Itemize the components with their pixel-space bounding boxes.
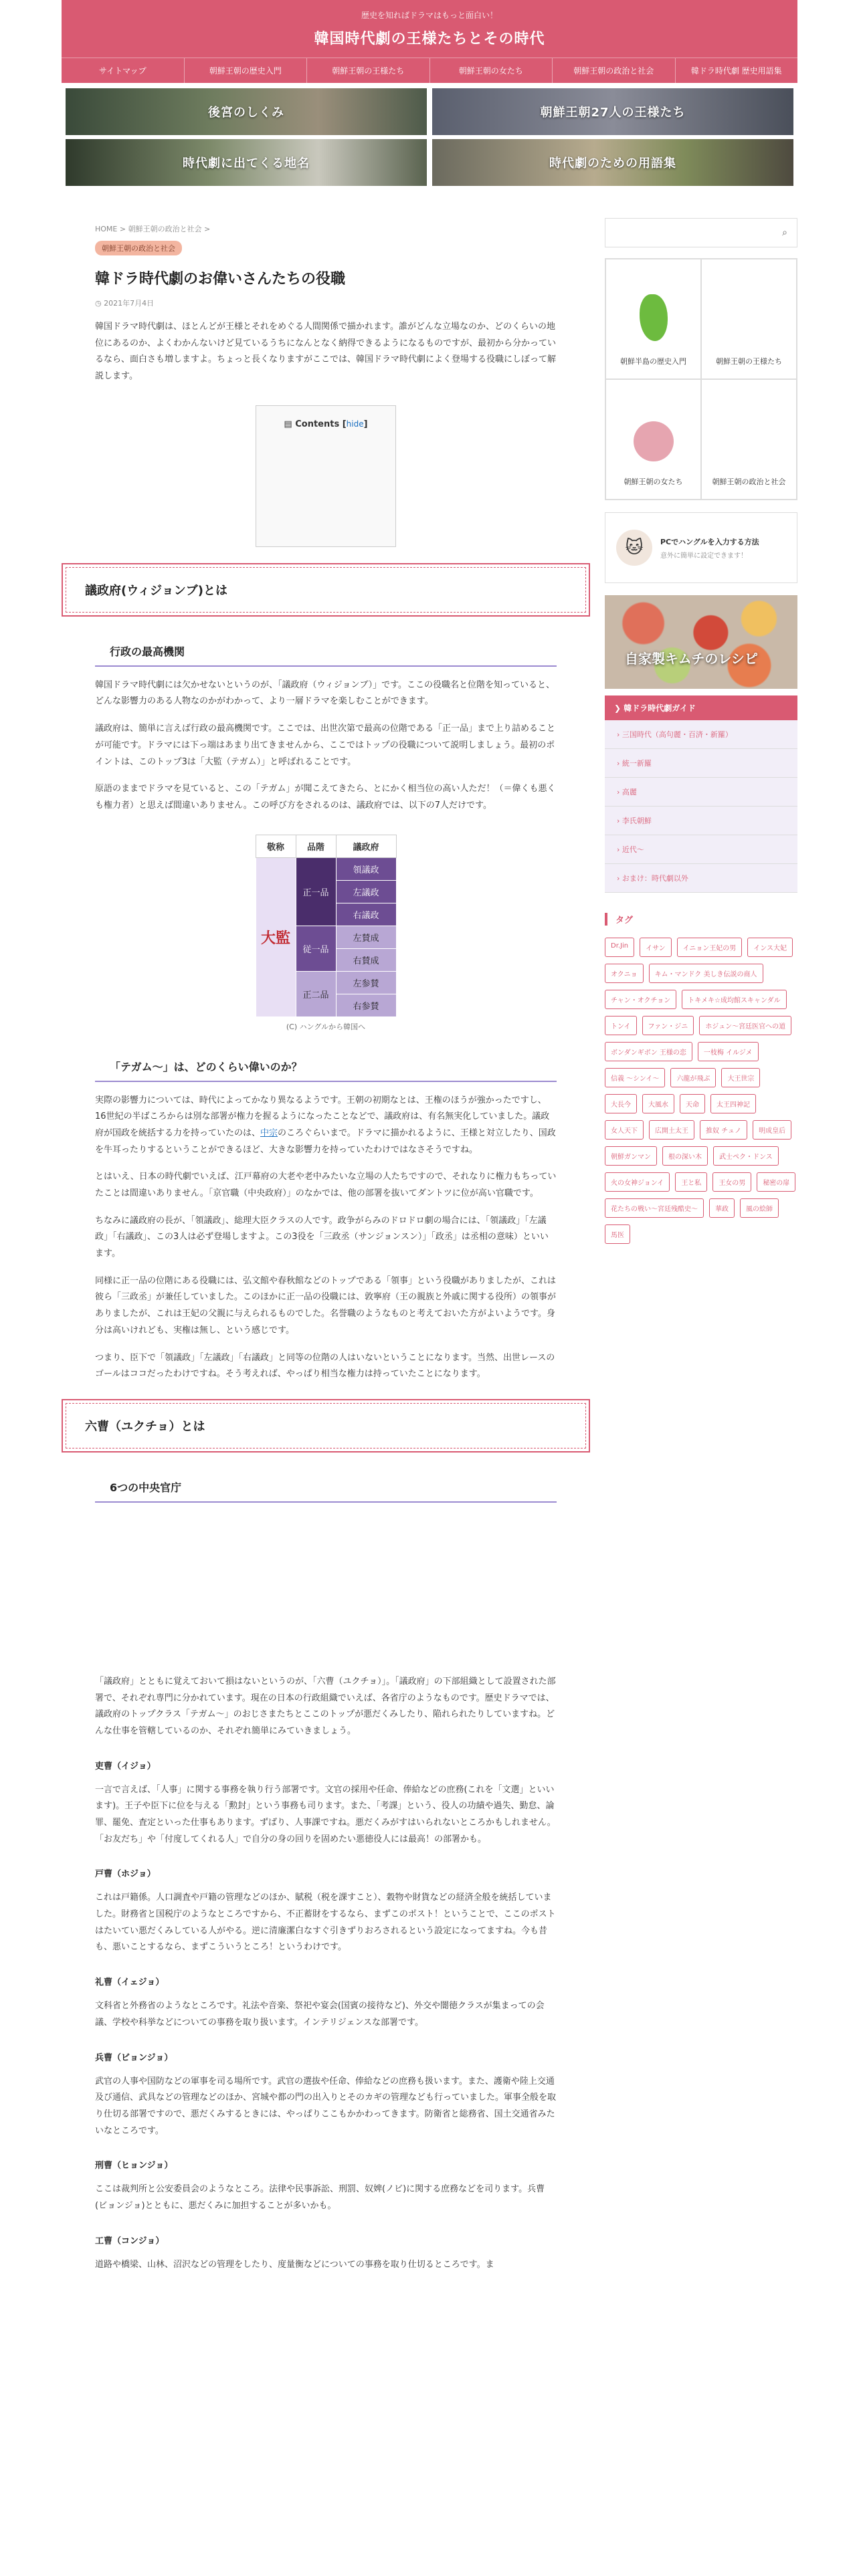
paragraph: 議政府は、簡単に言えば行政の最高機関です。ここでは、出世次第で最高の位階である「正一品」まで上り詰めることが可能です。ドラマには下っ端はあまり出てきませんから、ここではトップの役職について説明しましょう。最初のポイントは、このトップ3は「大監（テガム）」と呼ばれることです。 — [95, 724, 555, 767]
circle-arrow-icon: ❯ — [614, 704, 624, 713]
post-date — [95, 298, 557, 308]
ministry-heading: 刑曹（ヒョンジョ） — [95, 2161, 173, 2171]
hangul-input-banner[interactable] — [605, 512, 797, 583]
paragraph: つまり、臣下で「領議政」「左議政」「右議政」と同等の位階の人はいないということになります。当然、出世レースのゴールはココだったわけですね。そう考えれば、やっぱり相当な権力は持っていたことになります。 — [95, 1352, 555, 1380]
chevron-right-icon: › — [617, 845, 622, 854]
category-cards — [605, 258, 797, 500]
blank-area — [95, 1503, 557, 1663]
table-header: 議政府 — [336, 835, 396, 857]
ministry-heading: 兵曹（ビョンジョ） — [95, 2052, 173, 2063]
ministry-text: 文科省と外務省のようなところです。礼法や音楽、祭祀や宴会(国賓の接待など)、外交や闇徳クラスが集まっての会議、学校や科挙などについての事務を取り扱います。インテリジェンスな部署です。 — [95, 2001, 545, 2028]
tag-chip[interactable]: Dr.Jin — [605, 938, 634, 957]
page — [62, 0, 797, 2273]
tag-chip[interactable]: 花たちの戦い〜宮廷残酷史〜 — [605, 1198, 704, 1218]
paragraph: 同様に正一品の位階にある役職には、弘文館や春秋館などのトップである「領事」という役職がありましたが、これは彼ら「三政丞」が兼任していました。このほかに正一品の役職には、敦寧府（王の親族と外戚に関する役所）の領事がありましたが、これは王妃の父親に与えられるものでした。名誉職のようなものと考えておいた方がよいようです。身分は高いけれども、実権は無し、という感じです。 — [95, 1275, 557, 1335]
grade-cell: 正一品 — [296, 857, 336, 926]
section-heading-2 — [62, 1399, 590, 1453]
table-caption: (C) ハングルから韓国へ — [286, 1022, 366, 1031]
card-label: 朝鮮半島の歴史入門 — [620, 357, 686, 366]
tag-chip[interactable]: トキメキ☆成均館スキャンダル — [682, 990, 786, 1009]
tag-chip[interactable]: 王と私 — [675, 1172, 707, 1192]
card-politics[interactable] — [701, 379, 797, 500]
category-badge[interactable]: 朝鮮王朝の政治と社会 — [95, 241, 182, 255]
tag-chip[interactable]: 大風水 — [642, 1094, 674, 1113]
tag-chip[interactable]: イサン — [640, 938, 672, 957]
ministry-text: ここは裁判所と公安委員会のようなところ。法律や民事訴訟、刑罰、奴婢(ノビ)に関する庶務などを司ります。兵曹(ビョンジョ)とともに、悪だくみに加担することが多いかも。 — [95, 2184, 545, 2211]
paragraph-text: 実際の影響力については、時代によってかなり異なるようです。王朝の初期なとは、王権のほうが強かったですし、16世紀の半ばころからは別な部署が権力を握るようになったことなどで、議政府は、有名無実化していました。議政府が国政を統括する力を持っていたのは、 — [95, 1095, 550, 1138]
post-cell: 領議政 — [336, 857, 396, 880]
hanbok-woman-icon — [634, 421, 674, 461]
guide-item-label: 三国時代（高句麗・百済・新羅） — [622, 730, 733, 739]
section-heading-1 — [62, 563, 590, 617]
tag-chip[interactable]: 六龍が飛ぶ — [670, 1068, 716, 1087]
honorific-cell: 大監 — [256, 857, 296, 1016]
guide-item[interactable] — [605, 749, 797, 778]
toc-label: Contents — [295, 419, 340, 429]
tag-heading: タグ — [605, 913, 797, 926]
table-header: 敬称 — [256, 835, 296, 857]
ministry-text: 武官の人事や国防などの軍事を司る場所です。武官の選抜や任命、俸給などの庶務も扱います。また、護衛や陸上交通及び通信、武具などの管理などのほか、宮城や都の門の出入りとそのカギの管理なども行っていました。軍事全般を取り仕切る部署ですので、悪だくみするときには、やっぱりここもかかわってきます。防衛省と総務省、国土交通省みたいなところです。 — [95, 2076, 557, 2136]
sidebar — [605, 218, 797, 2273]
korea-map-icon — [640, 294, 668, 341]
ministry-heading: 吏曹（イジョ） — [95, 1761, 156, 1772]
nav-item[interactable]: 朝鮮王朝の政治と社会 — [553, 58, 676, 83]
tag-chip[interactable]: 女人天下 — [605, 1120, 644, 1140]
guide-item[interactable] — [605, 835, 797, 864]
tag-chip[interactable]: 広開土太王 — [649, 1120, 694, 1140]
guide-item-label: 李氏朝鮮 — [622, 817, 652, 825]
intro-text: 韓国ドラマ時代劇は、ほとんどが王様とそれをめぐる人間関係で描かれます。誰がどんな立場なのか、どのくらいの地位にあるのか、よくわかんないけど見ているうちになんとなく納得できるようになるものですが、最初から分かっているなら、面白さも増しますよ。ちょっと長くなりますがここでは、韓国ドラマ時代劇によく登場する役職にしぼって解説します。 — [95, 322, 557, 382]
tag-chip[interactable]: 明成皇后 — [753, 1120, 791, 1140]
guide-item-label: 近代〜 — [622, 845, 644, 854]
guide-item[interactable] — [605, 720, 797, 749]
pc-title: PCでハングルを入力する方法 — [660, 537, 759, 546]
chevron-right-icon: › — [617, 759, 622, 768]
tag-chip[interactable]: 馬医 — [605, 1224, 630, 1244]
post-cell: 右賛成 — [336, 948, 396, 971]
ministry-text: 一言で言えば、「人事」に関する事務を執り行う部署です。文官の採用や任命、俸給などの庶務(これを「文選」といいます)。王子や臣下に位を与える「勲封」という事務も司ります。また、「考課」という、役人の功績や過失、勤怠、論罪、罷免、査定といった仕事もあります。ずばり、人事課ですね。悪だくみがすはいられないところかもしれません。「お友だち」や「付度してくれる人」で自分の身の回りを固めたい悪徳役人には最高！の部署かも。 — [95, 1784, 556, 1844]
paragraph: 「議政府」とともに覚えておいて損はないというのが、「六曹（ユクチョ）」。「議政府」の下部組織として設置された部署で、それぞれ専門に分かれています。現在の日本の行政組織でいえば、各省庁のようなものです。歴史ドラマでは、議政府のトップクラス「テガム～」のおじさまたちとここのトップが悪だくみしたり、陥れられたりしていますね。どんな仕事を管轄しているのか、それぞれ簡単にみていきましょう。 — [95, 1676, 556, 1736]
chevron-right-icon: › — [617, 730, 622, 739]
tag-chip[interactable]: オクニョ — [605, 964, 644, 983]
site-tagline: 歴史を知ればドラマはもっと面白い！ — [361, 11, 498, 20]
tag-chip[interactable]: 大王世宗 — [721, 1068, 760, 1087]
guide-item[interactable] — [605, 864, 797, 893]
document-icon: ▤ — [284, 419, 296, 429]
tag-chip[interactable]: ホジュン〜宮廷医官への道 — [699, 1016, 791, 1035]
tag-chip[interactable]: イニョン王妃の男 — [677, 938, 743, 957]
tag-chip[interactable]: 華政 — [709, 1198, 735, 1218]
table-of-contents: ▤ Contents [hide] — [256, 405, 396, 547]
subheading-2: 「テガム～」は、どのくらい偉いのか？ — [95, 1059, 557, 1082]
tag-chip[interactable]: ファン・ジニ — [642, 1016, 694, 1035]
ministry-list — [95, 1759, 557, 2274]
banner-places[interactable]: 時代劇に出てくる地名 — [66, 139, 427, 186]
ministry-heading: 戸曹（ホジョ） — [95, 1869, 156, 1880]
clock-icon: ◷ — [95, 299, 104, 308]
paragraph-text: のころぐらいまで。ドラマに描かれるように、王様と対立したり、国政を牛耳ったりするということができるほど、大きな影響力を持っていたわけではなさそうですね。 — [95, 1128, 556, 1155]
banner-kings[interactable]: 朝鮮王朝27人の王様たち — [432, 88, 793, 135]
grade-cell: 従一品 — [296, 926, 336, 971]
ministry-heading: 工曹（コンジョ） — [95, 2236, 165, 2246]
guide-item-label: 統一新羅 — [622, 759, 652, 768]
chevron-right-icon: › — [617, 874, 622, 883]
tag-chip[interactable]: キム・マンドク 美しき伝説の商人 — [649, 964, 763, 983]
guide-list — [605, 720, 797, 893]
post-cell: 左参賛 — [336, 971, 396, 994]
tag-chip[interactable]: 大長今 — [605, 1094, 637, 1113]
paragraph: とはいえ、日本の時代劇でいえば、江戸幕府の大老や老中みたいな立場の人たちですので、それなりに権力もちっていたことは間違いありません。「京官職（中央政府）」のなかでは、他の部署を抜いてダントツに位が高い官職です。 — [95, 1172, 557, 1198]
guide-heading-text: 韓ドラ時代劇ガイド — [624, 704, 696, 713]
post-cell: 左賛成 — [336, 926, 396, 948]
chevron-right-icon: › — [617, 788, 622, 796]
ministry-text: これは戸籍係。人口調査や戸籍の管理などのほか、賦税（税を課すこと）、穀物や財貨などの経済全般を統括していました。財務省と国税庁のようなところですから、不正蓄財をするなら、まずこのポスト！ということで、ここのポストはたいてい悪だくみしている人がやる。逆に清廉潔白なすぐ引きずりおろされるという設定になってますね。今も昔も、悪いことするなら、まずこういうところ！というわけです。 — [95, 1893, 556, 1953]
post-cell: 右議政 — [336, 903, 396, 926]
card-label: 朝鮮王朝の女たち — [624, 477, 683, 486]
post-cell: 右参賛 — [336, 994, 396, 1016]
section-heading-1-text: 議政府(ウィジョンブ)とは — [66, 567, 586, 613]
table-header: 品階 — [296, 835, 336, 857]
tag-chip[interactable]: 一枝梅 イルジメ — [698, 1042, 759, 1061]
page-title: 韓ドラ時代劇のお偉いさんたちの役職 — [95, 271, 346, 288]
tag-chip[interactable]: 風の絵師 — [740, 1198, 779, 1218]
card-kings[interactable] — [701, 259, 797, 379]
paragraph — [95, 1093, 557, 1159]
post-date-text: 2021年7月4日 — [104, 299, 155, 308]
subheading-3: 6つの中央官庁 — [95, 1479, 557, 1503]
tag-chip[interactable]: 推奴 チュノ — [700, 1120, 747, 1140]
tag-chip[interactable]: トンイ — [605, 1016, 637, 1035]
guide-item-label: おまけ：時代劇以外 — [622, 874, 688, 883]
chevron-right-icon: › — [617, 817, 622, 825]
toc-hide-link[interactable]: hide — [346, 419, 364, 429]
card-women[interactable] — [605, 379, 701, 500]
pc-subtitle: 意外に簡単に設定できます！ — [660, 552, 747, 560]
rank-table — [256, 835, 397, 1017]
section-heading-2-text: 六曹（ユクチョ）とは — [66, 1403, 586, 1448]
post-cell: 左議政 — [336, 880, 396, 903]
tag-chip[interactable]: 武士ペク・ドンス — [713, 1146, 779, 1166]
nav-item[interactable]: 朝鮮王朝の女たち — [430, 58, 553, 83]
card-label: 朝鮮王朝の王様たち — [716, 357, 782, 366]
tag-chip[interactable]: 朝鮮ガンマン — [605, 1146, 657, 1166]
cat-icon: 🐱 — [616, 530, 652, 566]
tag-chip[interactable]: 王女の男 — [712, 1172, 751, 1192]
tag-chip[interactable]: 太王四神記 — [710, 1094, 756, 1113]
paragraph: ちなみに議政府の長が、「領議政」、総理大臣クラスの人です。政争がらみのドロドロ劇の場合には、「領議政」「左議政」「右議政」、この3人は必ず登場しますよ。この3役を「三政丞（サンジョンスン）」「政丞」は丞相の意味）といいます。 — [95, 1215, 549, 1259]
tag-cloud — [605, 938, 797, 1244]
subheading-1: 行政の最高機関 — [95, 643, 557, 667]
site-header — [62, 0, 797, 58]
site-title[interactable]: 韓国時代劇の王様たちとその時代 — [314, 31, 545, 47]
paragraph: 原語のままでドラマを見ていると、この「テガム」が聞こえてきたら、とにかく相当位の高い人ただ！（＝偉くも悪くも権力者）と思えば間違いありません。この呼び方をされるのは、議政府では、以下の7人だけです。 — [95, 784, 556, 811]
search-box[interactable] — [605, 218, 797, 247]
tag-chip[interactable]: 天命 — [680, 1094, 705, 1113]
banner-glossary[interactable]: 時代劇のための用語集 — [432, 139, 793, 186]
grade-cell: 正二品 — [296, 971, 336, 1016]
guide-item[interactable] — [605, 807, 797, 835]
guide-item-label: 高麗 — [622, 788, 637, 796]
nav-item[interactable]: サイトマップ — [62, 58, 185, 83]
global-nav — [62, 58, 797, 83]
guide-heading — [605, 695, 797, 720]
nav-item[interactable]: 韓ドラ時代劇 歴史用語集 — [690, 66, 782, 76]
tag-chip[interactable]: チャン・オクチョン — [605, 990, 676, 1009]
tag-chip[interactable]: 秘密の扉 — [757, 1172, 795, 1192]
tag-chip[interactable]: 火の女神ジョンイ — [605, 1172, 670, 1192]
nav-item[interactable]: 朝鮮王朝の歴史入門 — [185, 58, 308, 83]
king-link[interactable]: 中宗 — [260, 1128, 278, 1138]
tag-chip[interactable]: インス大妃 — [747, 938, 793, 957]
search-icon[interactable]: ⌕ — [782, 227, 787, 238]
ministry-heading: 礼曹（イェジョ） — [95, 1977, 165, 1988]
banner-harem[interactable]: 後宮のしくみ — [66, 88, 427, 135]
kimchi-banner[interactable]: 自家製キムチのレシピ — [605, 595, 797, 689]
paragraph: 韓国ドラマ時代劇には欠かせないというのが、「議政府（ウィジョンブ）」です。ここの役職名と位階を知っていると、どんな影響力のある人物なのかがわかって、より一層ドラマを楽しむことができます。 — [95, 679, 555, 707]
tag-chip[interactable]: ボンダンギボン 王様の恋 — [605, 1042, 692, 1061]
tag-chip[interactable]: 根の深い木 — [662, 1146, 708, 1166]
tag-chip[interactable]: 信義 〜シンイ〜 — [605, 1068, 665, 1087]
card-history[interactable] — [605, 259, 701, 379]
guide-item[interactable] — [605, 778, 797, 807]
breadcrumb[interactable]: HOME > 朝鮮王朝の政治と社会 > — [95, 225, 211, 233]
card-label: 朝鮮王朝の政治と社会 — [712, 477, 786, 486]
nav-item[interactable]: 朝鮮王朝の王様たち — [307, 58, 430, 83]
banner-grid — [62, 83, 797, 191]
ministry-text: 道路や橋梁、山林、沼沢などの管理をしたり、度量衡などについての事務を取り仕切るところです。ま — [95, 2259, 494, 2270]
main-content — [62, 218, 590, 2273]
